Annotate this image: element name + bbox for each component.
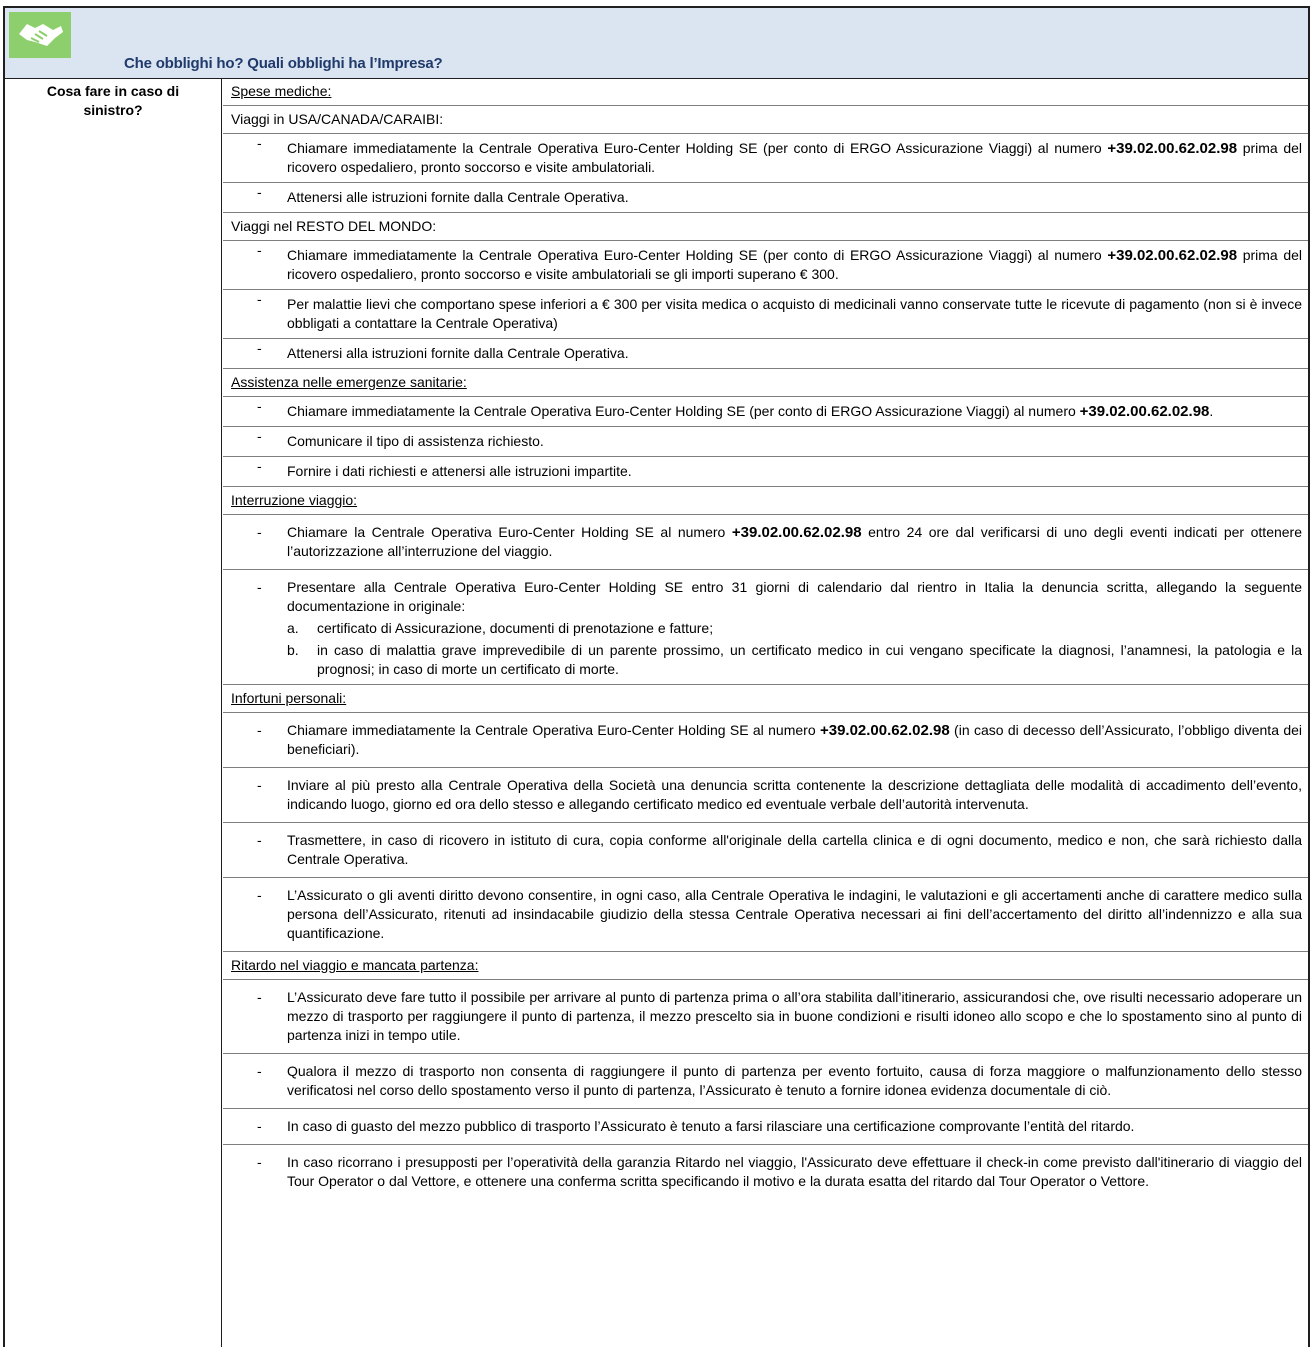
list-item: - L’Assicurato deve fare tutto il possibile per arrivare al punto di partenza prima o all’ora stabilita dall’itinerario, assicurandosi che, ove risulti necessario adoperare un mezzo di trasporto per raggiungere il punto di partenza, il mezzo prescelto sia in buone condizioni e risulti idoneo allo scopo e che lo spostamento sino al punto di partenza inizi in tempo utile. [223,980,1308,1054]
list-item: - Per malattie lievi che comportano spese inferiori a € 300 per visita medica o acquisto di medicinali vanno conservate tutte le ricevute di pagamento (non si è invece obbligati a contattare la Centrale Operativa) [223,290,1308,339]
list-item: - Comunicare il tipo di assistenza richiesto. [223,427,1308,457]
header-title: Che obblighi ho? Quali obblighi ha l’Impresa? [124,55,443,72]
subsection-title: Viaggi in USA/CANADA/CARAIBI: [223,106,1308,134]
list-item: - Qualora il mezzo di trasporto non consenta di raggiungere il punto di partenza per evento fortuito, causa di forza maggiore o malfunzionamento dello stesso verificatosi nel corso dello spostamento verso il punto di partenza, l’Assicurato è tenuto a fornire idonea evidenza documentale di ciò. [223,1054,1308,1109]
list-item: - Attenersi alla istruzioni fornite dalla Centrale Operativa. [223,339,1308,369]
list-item: - In caso ricorrano i presupposti per l’operatività della garanzia Ritardo nel viaggio, l'Assicurato deve effettuare il check-in come previsto dall'itinerario di viaggio del Tour Operator o dal Vettore, e ottenere una conferma scritta specificando il motivo e la durata esatta del ritardo dal Tour Operator o Vettore. [257,1154,1302,1189]
list-item: - Chiamare immediatamente la Centrale Operativa Euro-Center Holding SE al numero +39.02.00.62.02.98 (in caso di decesso dell’Assicurato, l’obbligo diventa dei beneficiari). [223,713,1308,768]
phone-number: +39.02.00.62.02.98 [1107,140,1238,157]
phone-number: +39.02.00.62.02.98 [819,722,950,739]
sub-item: a. certificato di Assicurazione, documenti di prenotazione e fatture; [287,620,714,636]
section-title: Ritardo nel viaggio e mancata partenza: [223,952,1308,980]
list-item: - Trasmettere, in caso di ricovero in istituto di cura, copia conforme all'originale della cartella clinica e di ogni documento, medico e non, che sarà richiesto dalla Centrale Operativa. [223,823,1308,878]
list-item: - L’Assicurato o gli aventi diritto devono consentire, in ogni caso, alla Centrale Operativa le indagini, le valutazioni e gli accertamenti anche di carattere medico sulla persona dell’Assicurato, ritenuti ad insindacabile giudizio della stessa Centrale Operativa necessari ai fini dell’accertamento del diritto all’indennizzo e alla sua quantificazione. [223,878,1308,952]
phone-number: +39.02.00.62.02.98 [1079,403,1210,420]
section-header [5,8,1308,79]
list-item: - Chiamare immediatamente la Centrale Operativa Euro-Center Holding SE (per conto di ERGO Assicurazione Viaggi) al numero +39.02.00.62.02.98 prima del ricovero ospedaliero, pronto soccorso e visite ambulatoriali. [223,134,1308,183]
list-item: - Chiamare la Centrale Operativa Euro-Center Holding SE al numero +39.02.00.62.02.98 entro 24 ore dal verificarsi di uno degli eventi indicati per ottenere l’autorizzazione all’interruzione del viaggio. [223,515,1308,570]
left-label-cell [5,78,222,1347]
phone-number: +39.02.00.62.02.98 [1107,247,1238,264]
list-item: - Fornire i dati richiesti e attenersi alle istruzioni impartite. [223,457,1308,487]
section-title: Assistenza nelle emergenze sanitarie: [223,369,1308,397]
document-table [3,6,1310,1347]
phone-number: +39.02.00.62.02.98 [731,524,862,541]
section-title: Interruzione viaggio: [223,487,1308,515]
list-item: - Chiamare immediatamente la Centrale Operativa Euro-Center Holding SE (per conto di ERGO Assicurazione Viaggi) al numero +39.02.00.62.02.98. [223,397,1308,427]
left-label: Cosa fare in caso di sinistro? [46,83,180,118]
list-item: - Presentare alla Centrale Operativa Euro-Center Holding SE entro 31 giorni di calendario dal rientro in Italia la denuncia scritta, allegando la seguente documentazione in originale: a. certificato di Assicurazione, documenti di prenotazione e fatture; b. in caso di malattia grave imprevedibile di un parente prossimo, un certificato medico in cui vengano specificate la diagnosi, l’anamnesi, la patologia e la prognosi; in caso di morte un certificato di morte. [223,570,1308,685]
content-cell [223,78,1308,1347]
sub-item: b. in caso di malattia grave imprevedibile di un parente prossimo, un certificato medico in cui vengano specificate la diagnosi, l’anamnesi, la patologia e la prognosi; in caso di morte un certificato di morte. [287,642,1302,677]
section-title: Infortuni personali: [223,685,1308,713]
list-item: - Chiamare immediatamente la Centrale Operativa Euro-Center Holding SE (per conto di ERGO Assicurazione Viaggi) al numero +39.02.00.62.02.98 prima del ricovero ospedaliero, pronto soccorso e visite ambulatoriali se gli importi superano € 300. [223,241,1308,290]
section-title: Spese mediche: [223,78,1308,106]
list-item: - Attenersi alle istruzioni fornite dalla Centrale Operativa. [223,183,1308,213]
list-item: - Inviare al più presto alla Centrale Operativa della Società una denuncia scritta contenente la descrizione dettagliata delle modalità di accadimento dell’evento, indicando luogo, giorno ed ora dello stesso e allegando certificato medico ed eventuale verbale dell’autorità intervenuta. [223,768,1308,823]
list-item: - In caso di guasto del mezzo pubblico di trasporto l’Assicurato è tenuto a farsi rilasciare una certificazione comprovante l’entità del ritardo. [223,1109,1308,1145]
subsection-title: Viaggi nel RESTO DEL MONDO: [223,213,1308,241]
handshake-icon [9,12,71,58]
